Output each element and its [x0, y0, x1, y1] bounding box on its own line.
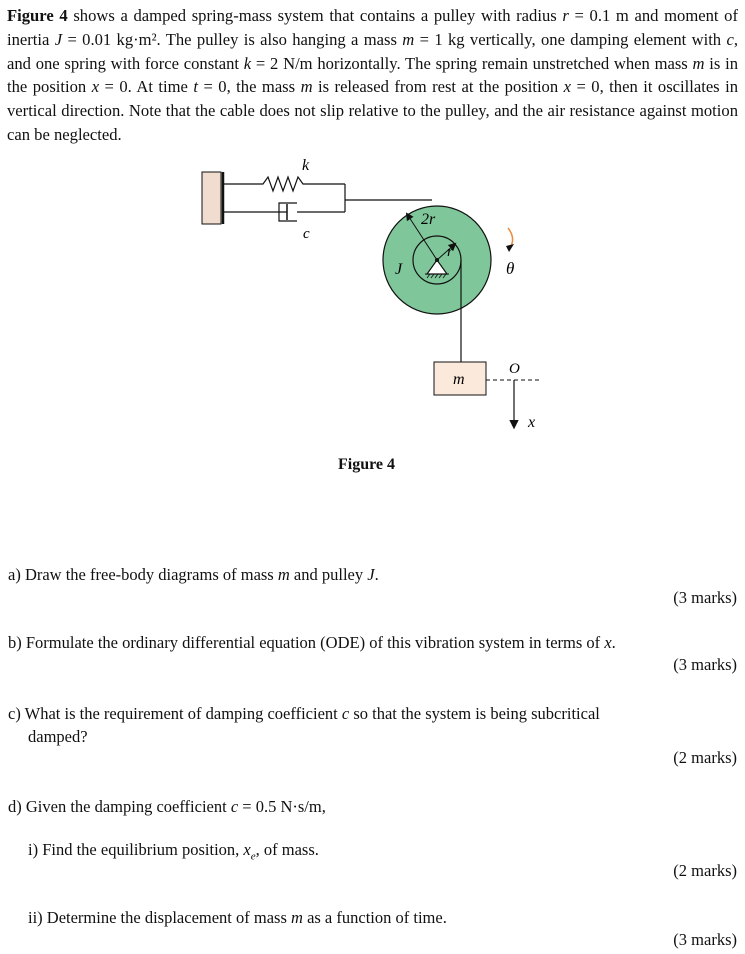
var-r: r [562, 6, 569, 25]
var-x: x [243, 840, 251, 859]
question-c-line2: damped? [28, 727, 88, 746]
label-x: x [528, 414, 536, 431]
spring-mass-pulley-figure [195, 150, 555, 440]
intro-text: , and one spring with force constant [7, 29, 738, 73]
marks-d-i: (2 marks) [673, 861, 737, 880]
var-m: m [692, 53, 705, 73]
question-text: and pulley [289, 565, 368, 584]
question-text: = 0.5 N·s/m, [238, 797, 326, 816]
label-m: m [453, 371, 465, 388]
marks-a: (3 marks) [673, 588, 737, 607]
intro-text: = 2 N/m horizontally. The spring remain unstretched when mass [251, 53, 693, 73]
intro-text: shows a damped spring-mass system that contains a pulley with radius [67, 6, 563, 25]
marks-c: (2 marks) [673, 748, 737, 767]
question-text: c) What is the requirement of damping coefficient [8, 704, 342, 723]
question-text: ii) Determine the displacement of mass [28, 908, 292, 927]
label-r: r [447, 244, 453, 260]
var-t: t [193, 77, 198, 97]
question-text: so that the system is being subcritical [349, 704, 600, 723]
label-k: k [302, 157, 310, 174]
var-m: m [277, 565, 290, 584]
var-c: c [230, 797, 239, 816]
question-d-ii [28, 906, 447, 929]
figure-caption: Figure 4 [338, 456, 396, 473]
question-text: d) Given the damping coefficient [8, 797, 231, 816]
intro-text: = 0. At time [99, 77, 194, 97]
intro-text: = 1 kg vertically, one damping element with [414, 29, 727, 49]
var-m: m [300, 77, 313, 97]
var-x: x [604, 633, 612, 652]
marks-b: (3 marks) [673, 655, 737, 674]
question-text: i) Find the equilibrium position, [28, 840, 244, 859]
label-O: O [509, 361, 520, 377]
label-c: c [303, 226, 310, 242]
question-text: . [611, 633, 616, 652]
var-J: J [54, 29, 63, 49]
var-k: k [243, 53, 252, 73]
label-theta: θ [506, 259, 515, 278]
var-c: c [726, 29, 734, 49]
intro-text: = 0, the mass [197, 77, 301, 97]
label-2r: 2r [421, 211, 436, 228]
question-text: b) Formulate the ordinary differential equation (ODE) of this vibration system in terms of [8, 633, 605, 652]
intro-text: = 0.01 kg·m². The pulley is also hanging a mass [62, 29, 403, 49]
figure-reference: Figure 4 [7, 6, 68, 25]
theta-arrowhead [506, 244, 514, 252]
var-x: x [563, 77, 571, 97]
intro-text: = 0.1 m and moment of inertia [7, 6, 738, 49]
label-J: J [395, 261, 403, 278]
question-text: a) Draw the free-body diagrams of mass [8, 565, 278, 584]
var-c: c [341, 704, 350, 723]
question-text: . [374, 565, 379, 584]
spring-element [223, 177, 345, 191]
intro-text: is released from rest at the position [312, 77, 564, 97]
question-text: as a function of time. [302, 908, 447, 927]
subscript-e: e [250, 850, 256, 863]
wall [202, 172, 221, 224]
question-a [8, 563, 379, 586]
problem-statement [7, 4, 738, 147]
marks-d-ii: (3 marks) [673, 930, 737, 949]
intro-text: = 0, then it oscillates in vertical direction. Note that the cable does not slip relative to the pulley, and the air resistance against motion can be neglected. [7, 77, 739, 144]
question-b [8, 631, 616, 654]
var-m: m [402, 29, 415, 49]
question-d [8, 795, 326, 818]
var-x: x [91, 77, 100, 97]
var-J: J [367, 565, 375, 584]
intro-text: is in the position [7, 53, 738, 97]
var-m: m [291, 908, 303, 927]
question-c [8, 702, 600, 725]
question-text: , of mass. [255, 840, 319, 859]
question-d-i [28, 838, 319, 868]
